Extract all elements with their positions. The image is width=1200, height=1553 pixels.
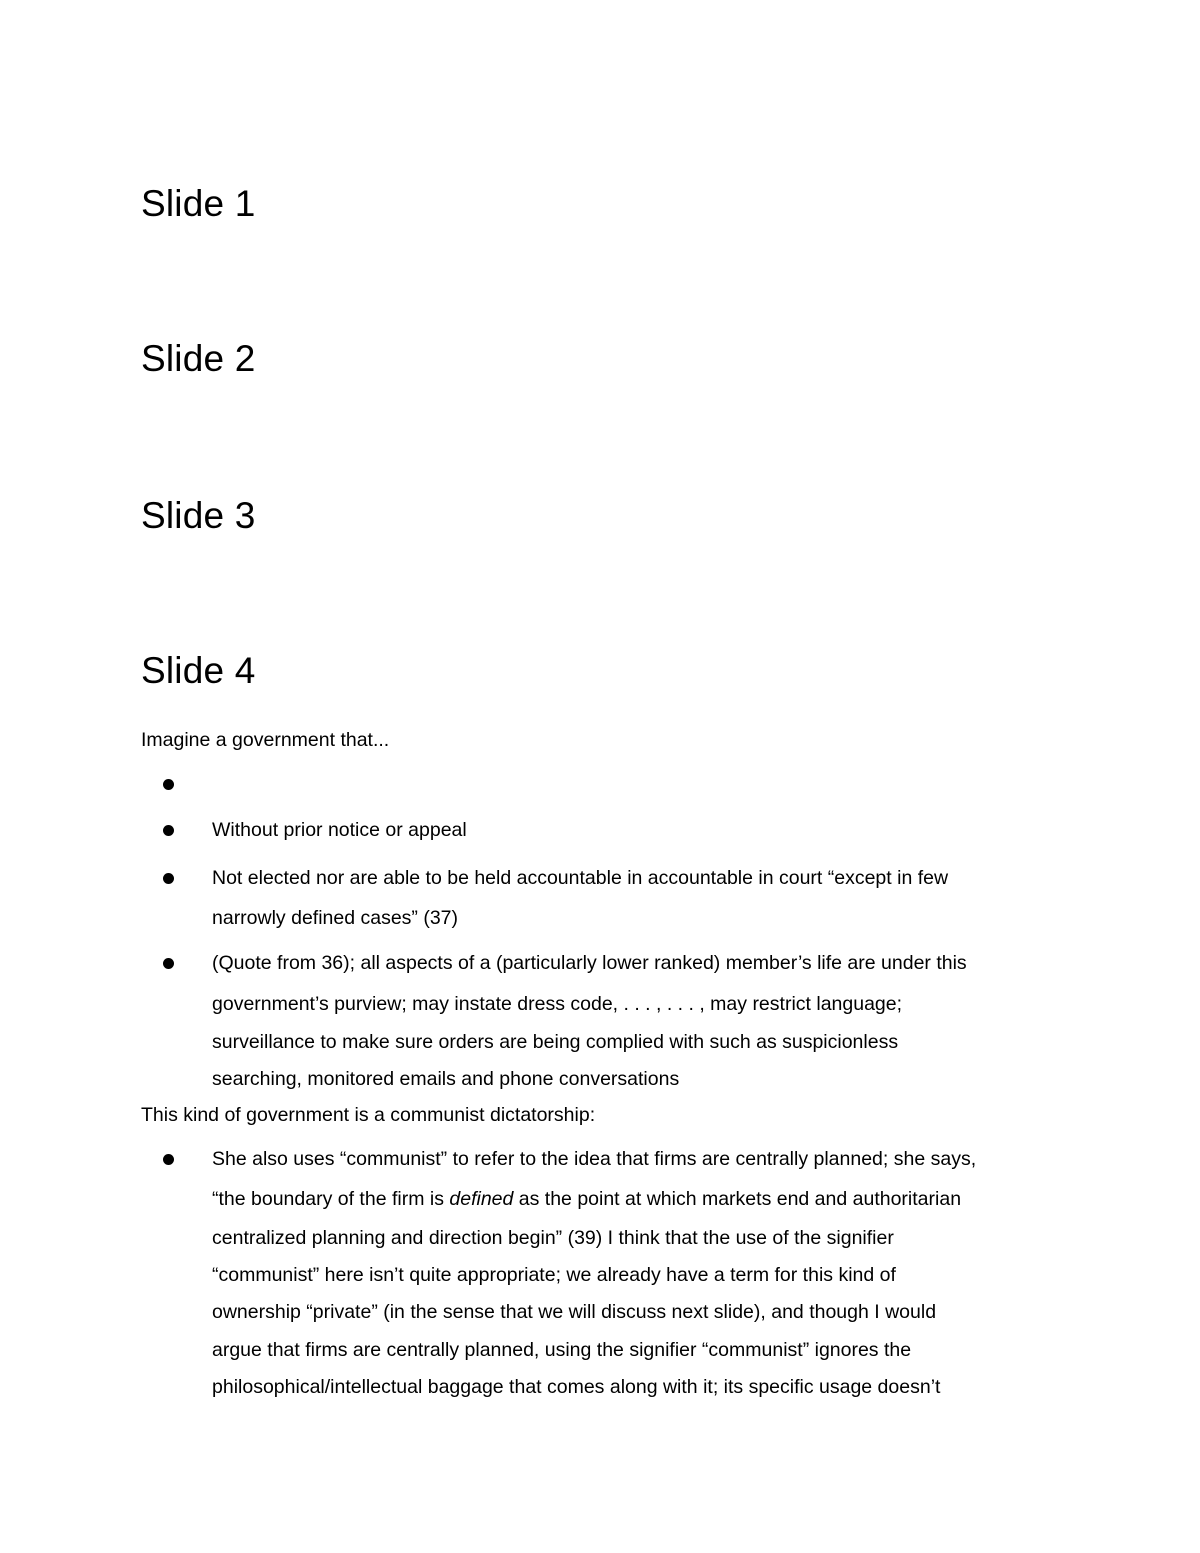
- bullet-icon: [163, 958, 174, 969]
- slide-4-conclusion: This kind of government is a communist dictatorship:: [141, 1104, 596, 1126]
- slide-2-heading: Slide 2: [141, 338, 256, 379]
- slide-1-heading: Slide 1: [141, 183, 256, 224]
- bullet-icon: [163, 779, 174, 790]
- slide-4-intro: Imagine a government that...: [141, 729, 390, 751]
- bullet-icon: [163, 1154, 174, 1165]
- emphasis-text: defined: [449, 1188, 514, 1210]
- bullet-icon: [163, 825, 174, 836]
- slide-4-heading: Slide 4: [141, 650, 256, 691]
- slide-3-heading: Slide 3: [141, 495, 256, 536]
- bullet-icon: [163, 873, 174, 884]
- document-page: Slide 1 Slide 2 Slide 3 Slide 4 Imagine a government that... Without prior notice or appeal Not elected nor are able to be held accountable in accountable in court “except in few narrowly defined cases” (37) (Quote from 36); all aspects of a (particularly lower ranked) member’s life are under this government’s purview; may instate dress code, . . . , . . . , may restrict language; surveillance to make sure orders are being complied with such as suspicionless searching, monitored emails and phone conversations This kind of government is a communist dictatorship: She also uses “communist” to refer to the idea that firms are centrally planned; she says, “the boundary of the firm is defined as the point at which markets end and authoritarian centralized planning and direction begin” (39) I think that the use of the signifier “communist” here isn’t quite appropriate; we already have a term for this kind of ownership “private” (in the sense that we will discuss next slide), and though I would argue that firms are centrally planned, using the signifier “communist” ignores the philosophical/intellectual baggage that comes along with it; its specific usage doesn’t: [141, 183, 977, 1398]
